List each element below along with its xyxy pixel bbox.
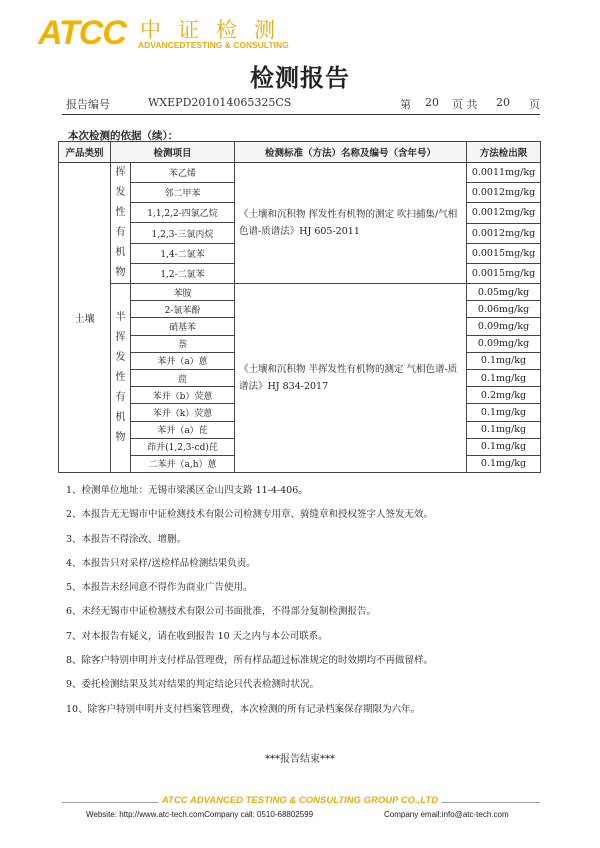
note-item: 9、委托检测结果及其对结果的判定结论只代表检测时状况。 xyxy=(66,679,320,691)
logo-english-name: ADVANCEDTESTING & CONSULTING xyxy=(138,40,289,50)
company-logo: ATCC xyxy=(38,14,126,52)
basis-heading: 本次检测的依据（续）： xyxy=(68,130,179,142)
test-item: 1,4-二氯苯 xyxy=(131,243,235,263)
sub-category-semivolatile: 半挥发性有机物 xyxy=(111,284,131,473)
test-standard: 《土壤和沉积物 半挥发性有机物的测定 气相色谱-质谱法》HJ 834-2017 xyxy=(235,284,467,473)
page-title: 检测报告 xyxy=(250,63,350,92)
test-item: 苯并（b）荧蒽 xyxy=(131,387,235,404)
seal-stamp-edge xyxy=(560,340,600,446)
detection-limits xyxy=(467,284,541,473)
footer-company xyxy=(0,795,600,806)
report-number: WXEPD201014065325CS xyxy=(148,96,292,109)
test-item: 苯并（a）蒽 xyxy=(131,352,235,369)
detection-limit: 0.0012mg/kg xyxy=(467,223,540,243)
note-item: 5、本报告未经同意不得作为商业广告使用。 xyxy=(66,582,253,594)
table-row xyxy=(59,163,541,183)
detection-limit: 0.0015mg/kg xyxy=(467,243,540,263)
detection-limit: 0.09mg/kg xyxy=(467,335,540,352)
table-row xyxy=(59,284,541,301)
note-item: 4、本报告只对采样/送检样品检测结果负责。 xyxy=(66,557,256,569)
detection-limit: 0.1mg/kg xyxy=(467,352,540,369)
note-item: 6、未经无锡市中证检测技术有限公司书面批准，不得部分复制检测报告。 xyxy=(66,606,377,618)
test-item: 苯并（k）荧蒽 xyxy=(131,404,235,421)
detection-limits xyxy=(467,163,541,284)
footer-email: Company email:info@atc-tech.com xyxy=(384,810,509,819)
detection-limit: 0.1mg/kg xyxy=(467,421,540,438)
note-item: 8、除客户特别申明并支付样品管理费，所有样品超过标准规定的时效期均不再做留样。 xyxy=(66,655,434,667)
test-item: 苯并（a）芘 xyxy=(131,421,235,438)
page-number: 20 xyxy=(425,96,439,109)
note-item: 7、对本报告有疑义，请在收到报告 10 天之内与本公司联系。 xyxy=(66,630,328,642)
sub-category-volatile: 挥发性有机物 xyxy=(111,163,131,284)
test-item: 二苯并（a,h）蒽 xyxy=(131,455,235,472)
note-item: 3、本报告不得涂改、增删。 xyxy=(66,533,187,545)
detection-limit: 0.1mg/kg xyxy=(467,455,540,472)
page-total: 20 xyxy=(496,96,510,109)
detection-basis-table xyxy=(58,141,541,473)
report-end-mark: ***报告结束*** xyxy=(265,754,335,765)
test-item: 茚并(1,2,3-cd)芘 xyxy=(131,438,235,455)
report-number-label: 报告编号 xyxy=(66,98,110,111)
test-standard: 《土壤和沉积物 挥发性有机物的测定 吹扫捕集/气相色谱-质谱法》HJ 605-2011 xyxy=(235,163,467,284)
test-item: 邻二甲苯 xyxy=(131,183,235,203)
test-item: 萘 xyxy=(131,335,235,352)
detection-limit: 0.1mg/kg xyxy=(467,403,540,420)
page-unit-label: 页 xyxy=(529,98,540,111)
test-item: 2-氯苯酚 xyxy=(131,301,235,318)
detection-limit: 0.0012mg/kg xyxy=(467,202,540,222)
detection-limit: 0.1mg/kg xyxy=(467,369,540,386)
detection-limit: 0.06mg/kg xyxy=(467,300,540,317)
header-divider xyxy=(62,114,540,115)
detection-limit: 0.09mg/kg xyxy=(467,317,540,334)
note-item: 2、本报告无无锡市中证检测技术有限公司检测专用章、骑缝章和授权签字人签发无效。 xyxy=(66,509,434,521)
note-item: 1、检测单位地址：无锡市梁溪区金山四支路 11-4-406。 xyxy=(66,485,308,496)
notes-list xyxy=(66,484,433,727)
test-item: 䓛 xyxy=(131,369,235,386)
test-item: 1,2,3-三氯丙烷 xyxy=(131,223,235,243)
page-label: 第 xyxy=(400,98,411,111)
logo-chinese-name: 中证检测 xyxy=(140,18,292,42)
test-item: 苯胺 xyxy=(131,284,235,301)
test-item: 1,1,2,2-四氯乙烷 xyxy=(131,203,235,223)
footer-company-name: ATCC ADVANCED TESTING & CONSULTING GROUP CO.,LTD xyxy=(158,795,442,806)
detection-limit: 0.0015mg/kg xyxy=(467,263,540,283)
test-item: 1,2-二氯苯 xyxy=(131,263,235,283)
detection-limit: 0.0012mg/kg xyxy=(467,182,540,202)
test-item: 苯乙烯 xyxy=(131,163,235,183)
footer-website: Website: http://www.atc-tech.comCompany call: 0510-68802599 xyxy=(86,810,314,819)
product-category: 土壤 xyxy=(59,163,111,473)
page-of-label: 页 共 xyxy=(452,98,478,111)
column-header: 检测标准（方法）名称及编号（含年号） xyxy=(235,142,467,163)
detection-limit: 0.2mg/kg xyxy=(467,386,540,403)
detection-limit: 0.1mg/kg xyxy=(467,438,540,455)
note-item: 10、除客户特别申明并支付档案管理费，本次检测的所有记录档案保存期限为六年。 xyxy=(66,703,421,715)
test-item: 硝基苯 xyxy=(131,318,235,335)
table-header-row xyxy=(59,142,541,163)
column-header: 产品类别 xyxy=(59,142,111,163)
detection-limit: 0.05mg/kg xyxy=(477,286,530,298)
column-header: 方法检出限 xyxy=(467,142,541,163)
column-header: 检测项目 xyxy=(111,142,235,163)
detection-limit: 0.0011mg/kg xyxy=(471,167,536,179)
